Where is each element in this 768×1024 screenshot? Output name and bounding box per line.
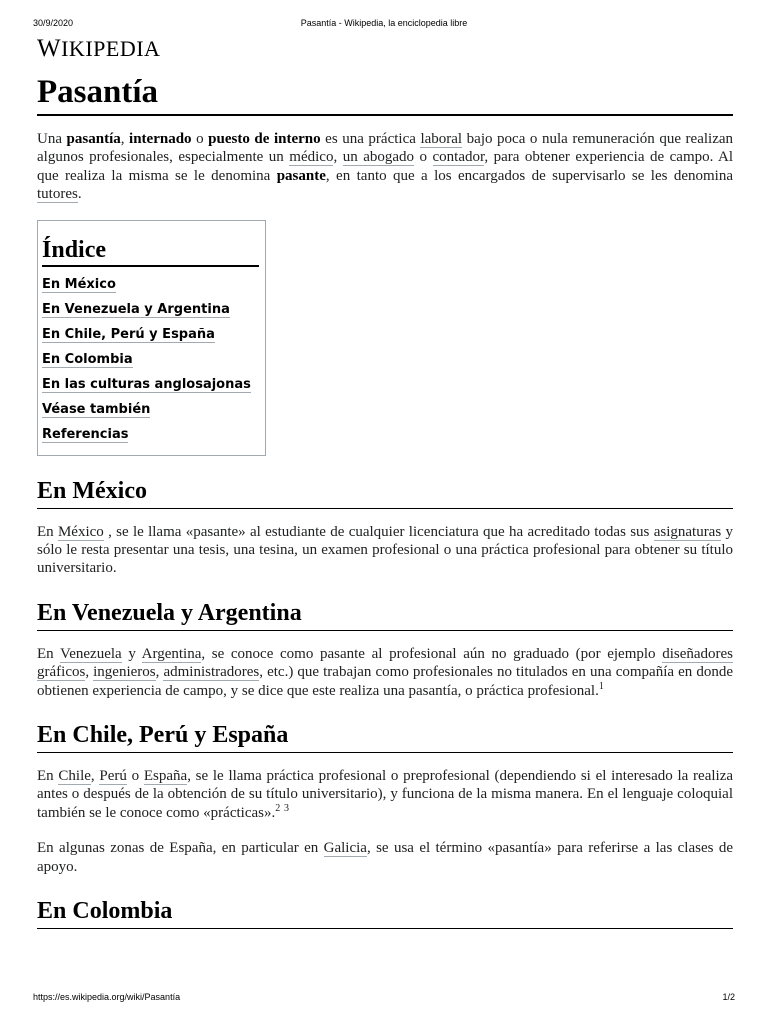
- heading-venezuela-argentina: En Venezuela y Argentina: [37, 598, 733, 631]
- link-argentina[interactable]: Argentina: [141, 645, 202, 662]
- toc-item-referencias[interactable]: Referencias: [42, 426, 129, 442]
- intro-paragraph: Una pasantía, internado o puesto de interno es una práctica laboral bajo poca o nula remuneración que realizan algunos profesionales, especialmente un médico, un abogado o contador, para obtener experiencia de campo. Al que realiza la misma se le denomina pasante, en tanto que a los encargados de supervisarlo se les denomina tutores.: [37, 131, 734, 203]
- paragraph-venezuela: En Venezuela y Argentina, se conoce como pasante al profesional aún no graduado (por ejemplo diseñadores gráficos, ingenieros, administradores, etc.) que trabajan como profesionales no titulados en una compañía en donde obtienen experiencia de campo, y se dice que este realiza una pasantía, o práctica profesional.$^1$: [37, 645, 734, 699]
- page-title: Pasantía: [37, 70, 733, 116]
- reference-1[interactable]: 1: [598, 680, 604, 692]
- paragraph-mexico: En México , se le llama «pasante» al estudiante de cualquier licenciatura que ha acreditado todas sus asignaturas y sólo le resta presentar una tesis, una tesina, un examen profesional o una práctica profesional para obtener su título universitario.: [37, 523, 733, 577]
- print-date: 30/9/2020: [33, 18, 74, 28]
- link-medico[interactable]: médico: [289, 149, 334, 166]
- toc-item-colombia[interactable]: En Colombia: [42, 351, 133, 367]
- toc-item-culturas-anglosajonas[interactable]: En las culturas anglosajonas: [42, 376, 251, 392]
- link-venezuela[interactable]: Venezuela: [60, 645, 122, 662]
- link-asignaturas[interactable]: asignaturas: [653, 523, 722, 540]
- wikipedia-logo[interactable]: WIKIPEDIA: [37, 35, 161, 62]
- link-peru[interactable]: Perú: [99, 768, 127, 785]
- print-header: [33, 18, 735, 30]
- toc-list: [42, 272, 259, 447]
- link-espana[interactable]: España: [143, 768, 188, 785]
- link-administradores[interactable]: administradores: [163, 664, 260, 681]
- table-of-contents: [37, 220, 266, 456]
- heading-chile-peru-espana: En Chile, Perú y España: [37, 720, 733, 753]
- print-page-title: Pasantía - Wikipedia, la enciclopedia libre: [300, 18, 468, 28]
- print-footer: [33, 992, 735, 1004]
- link-tutores[interactable]: tutores: [37, 186, 78, 203]
- toc-item-vease-tambien[interactable]: Véase también: [42, 401, 151, 417]
- reference-2[interactable]: 2: [275, 802, 281, 814]
- reference-3[interactable]: 3: [284, 802, 289, 814]
- print-page-number: 1/2: [722, 992, 735, 1002]
- link-laboral[interactable]: laboral: [420, 131, 463, 147]
- toc-title: Índice: [42, 237, 259, 267]
- toc-item-chile-peru-espana[interactable]: En Chile, Perú y España: [42, 326, 215, 342]
- toc-item-venezuela-argentina[interactable]: En Venezuela y Argentina: [42, 301, 230, 317]
- paragraph-galicia: En algunas zonas de España, en particular en Galicia, se usa el término «pasantía» para referirse a las clases de apoyo.: [37, 840, 733, 875]
- link-mexico[interactable]: México: [57, 523, 104, 540]
- link-contador[interactable]: contador: [432, 149, 485, 166]
- link-disenadores-graficos[interactable]: diseñadores gráficos: [37, 645, 733, 681]
- link-chile[interactable]: Chile: [58, 768, 91, 785]
- print-url: https://es.wikipedia.org/wiki/Pasantía: [33, 992, 181, 1002]
- toc-item-mexico[interactable]: En México: [42, 276, 116, 292]
- heading-colombia: En Colombia: [37, 896, 733, 929]
- link-abogado[interactable]: un abogado: [342, 149, 415, 166]
- heading-mexico: En México: [37, 476, 733, 509]
- link-galicia[interactable]: Galicia: [323, 840, 367, 857]
- link-ingenieros[interactable]: ingenieros: [93, 664, 156, 681]
- paragraph-chile: En Chile, Perú o España, se le llama práctica profesional o preprofesional (dependiendo si el interesado la realiza antes o después de la obtención de su título universitario), y funciona de la misma manera. En el lenguaje coloquial también se le conoce como «prácticas».$^2$ $^3$: [37, 768, 734, 821]
- article-content: [37, 70, 733, 929]
